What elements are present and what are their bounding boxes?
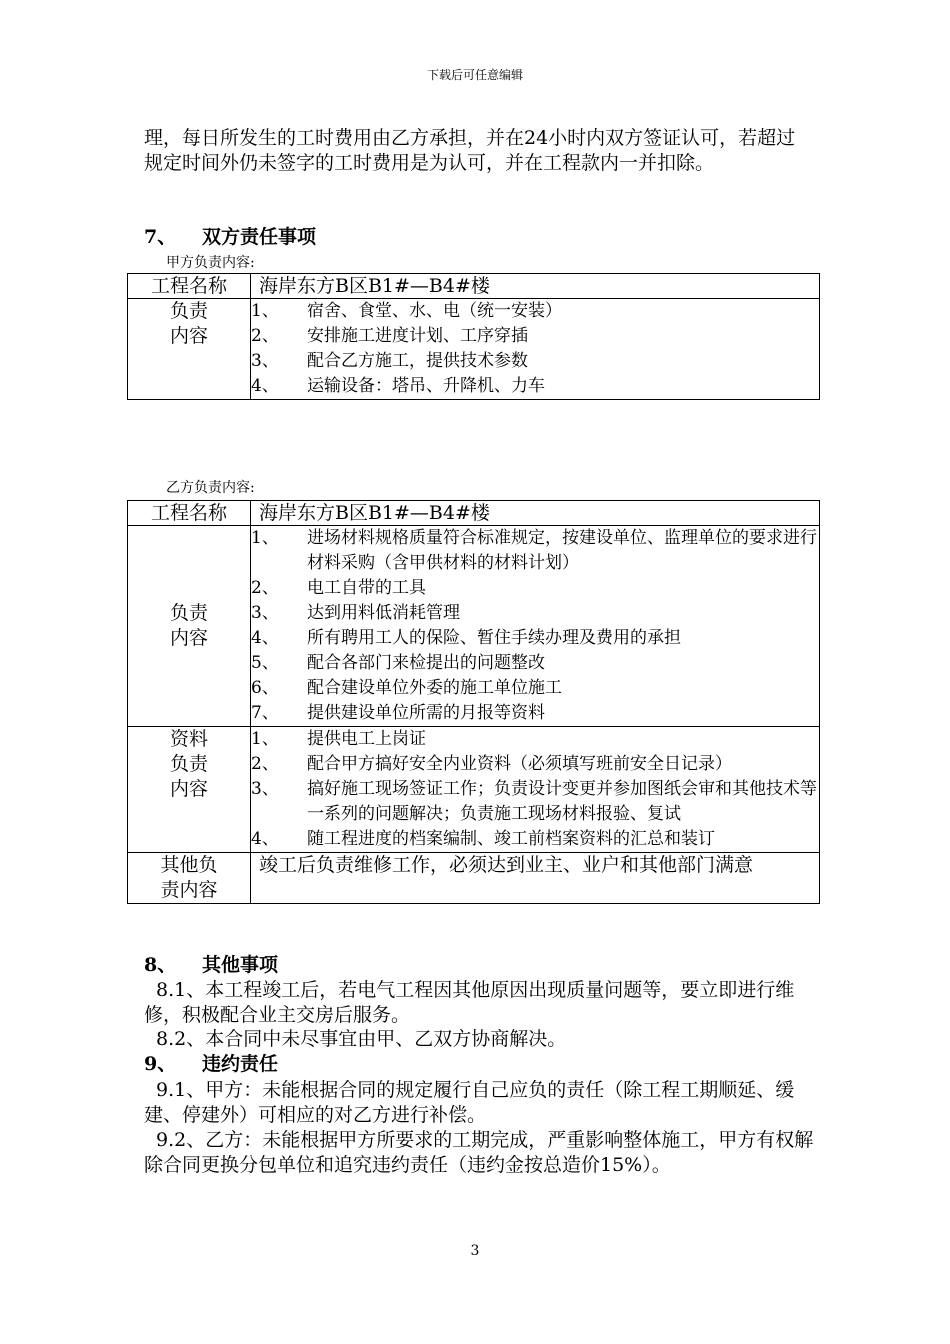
section-title: 违约责任	[202, 1053, 279, 1075]
section-number: 8、	[144, 954, 177, 976]
section-title: 其他事项	[202, 954, 279, 976]
party-b-table	[127, 500, 820, 904]
documents-list	[251, 727, 820, 853]
section-9-heading	[144, 1052, 278, 1077]
party-a-label: 甲方负责内容:	[166, 255, 255, 271]
section-9-paragraph-2: 9.2、乙方：未能根据甲方所要求的工期完成，严重影响整体施工，甲方有权解除合同更换分包单位和追究违约责任（违约金按总造价15%）。	[144, 1129, 814, 1176]
list-item: 4、 运输设备：塔吊、升降机、力车	[251, 376, 545, 396]
list-item: 1、 进场材料规格质量符合标准规定，按建设单位、监理单位的要求进行材料采购（含甲供材料的材料计划）	[251, 528, 817, 573]
intro-paragraph: 理，每日所发生的工时费用由乙方承担，并在24小时内双方签证认可，若超过规定时间外仍未签字的工时费用是为认可，并在工程款内一并扣除。	[144, 127, 796, 174]
other-value: 竣工后负责维修工作，必须达到业主、业户和其他部门满意	[251, 853, 820, 904]
party-a-table	[127, 273, 820, 400]
list-item: 1、 提供电工上岗证	[251, 729, 426, 749]
list-item: 4、 随工程进度的档案编制、竣工前档案资料的汇总和装订	[251, 829, 715, 849]
project-name-value: 海岸东方B区B1#—B4#楼	[251, 274, 820, 299]
section-9-paragraph-1: 9.1、甲方：未能根据合同的规定履行自己应负的责任（除工程工期顺延、缓建、停建外）可相应的对乙方进行补偿。	[144, 1079, 795, 1126]
party-b-label: 乙方负责内容:	[166, 480, 255, 496]
table-row	[128, 727, 820, 853]
project-name-label: 工程名称	[128, 501, 251, 526]
header-note: 下载后可任意编辑	[426, 68, 523, 82]
section-7-heading	[144, 225, 316, 250]
list-item: 2、 电工自带的工具	[251, 578, 426, 598]
list-item: 3、 达到用料低消耗管理	[251, 603, 460, 623]
project-name-value: 海岸东方B区B1#—B4#楼	[251, 501, 820, 526]
list-item: 2、 安排施工进度计划、工序穿插	[251, 326, 528, 346]
section-8-paragraph-2: 8.2、本合同中未尽事宜由甲、乙双方协商解决。	[156, 1028, 567, 1050]
responsibility-label: 负责 内容	[128, 299, 251, 400]
project-name-label: 工程名称	[128, 274, 251, 299]
table-row	[128, 299, 820, 400]
list-item: 3、 配合乙方施工，提供技术参数	[251, 351, 528, 371]
list-item: 4、 所有聘用工人的保险、暂住手续办理及费用的承担	[251, 628, 681, 648]
page-number: 3	[470, 1243, 480, 1259]
section-title: 双方责任事项	[202, 226, 317, 248]
table-row	[128, 526, 820, 727]
list-item: 3、 搞好施工现场签证工作；负责设计变更并参加图纸会审和其他技术等一系列的问题解决；负责施工现场材料报验、复试	[251, 779, 817, 824]
responsibility-list	[251, 526, 820, 727]
table-row	[128, 853, 820, 904]
list-item: 7、 提供建设单位所需的月报等资料	[251, 703, 545, 723]
responsibility-label: 负责 内容	[128, 526, 251, 727]
section-8-paragraph-1: 8.1、本工程竣工后，若电气工程因其他原因出现质量问题等，要立即进行维修，积极配合业主交房后服务。	[144, 979, 795, 1026]
documents-label: 资料 负责 内容	[128, 727, 251, 853]
section-number: 7、	[144, 226, 177, 248]
list-item: 5、 配合各部门来检提出的问题整改	[251, 653, 545, 673]
list-item: 2、 配合甲方搞好安全内业资料（必须填写班前安全日记录）	[251, 754, 732, 774]
list-item: 1、 宿舍、食堂、水、电（统一安装）	[251, 301, 562, 321]
table-row	[128, 274, 820, 299]
section-8-heading	[144, 953, 278, 978]
section-number: 9、	[144, 1053, 177, 1075]
responsibility-list	[251, 299, 820, 400]
list-item: 6、 配合建设单位外委的施工单位施工	[251, 678, 562, 698]
table-row	[128, 501, 820, 526]
other-label: 其他负 责内容	[128, 853, 251, 904]
